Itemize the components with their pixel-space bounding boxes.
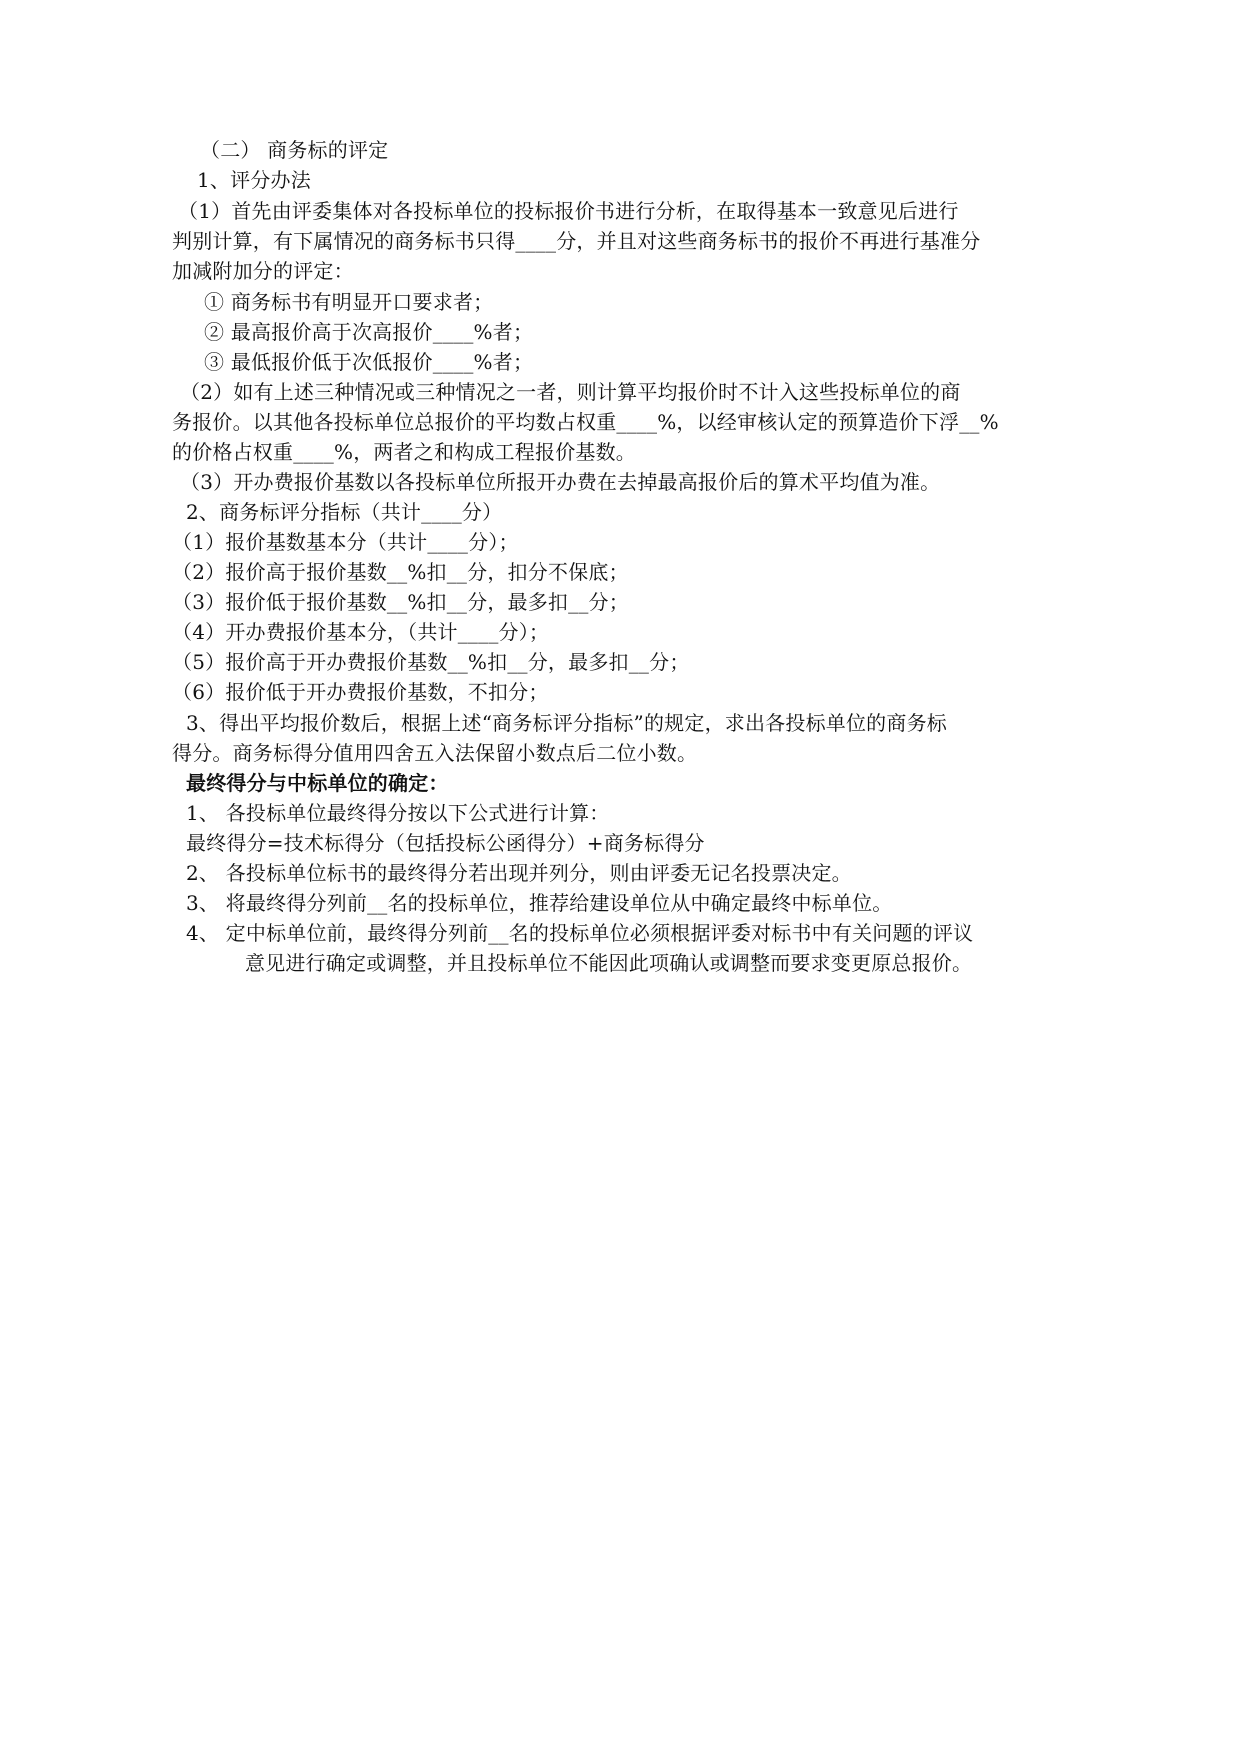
formula-line: 最终得分=技术标得分（包括投标公函得分）+商务标得分 [186,831,705,855]
list-item: （5）报价高于开办费报价基数__%扣__分，最多扣__分； [172,650,690,674]
subsection-title: 1、评分办法 [197,168,311,192]
list-item: ② 最高报价高于次高报价____%者； [204,320,534,344]
paragraph-line: 加减附加分的评定： [172,259,354,283]
list-item: （2）报价高于报价基数__%扣__分，扣分不保底； [172,560,629,584]
list-item: ① 商务标书有明显开口要求者； [204,290,494,314]
section-heading: （二） 商务标的评定 [200,138,389,162]
list-item: 4、 定中标单位前，最终得分列前__名的投标单位必须根据评委对标书中有关问题的评议 [186,921,974,945]
paragraph-line: （2）如有上述三种情况或三种情况之一者，则计算平均报价时不计入这些投标单位的商 [180,380,961,404]
list-item: （3）报价低于报价基数__%扣__分，最多扣__分； [172,590,629,614]
paragraph-line: 判别计算，有下属情况的商务标书只得____分，并且对这些商务标书的报价不再进行基准分 [172,229,981,253]
list-item: （1）报价基数基本分（共计____分）； [172,530,519,554]
paragraph-line: 3、得出平均报价数后，根据上述“商务标评分指标”的规定，求出各投标单位的商务标 [186,711,947,735]
paragraph-line: （3）开办费报价基数以各投标单位所报开办费在去掉最高报价后的算术平均值为准。 [180,470,941,494]
list-item: 2、 各投标单位标书的最终得分若出现并列分，则由评委无记名投票决定。 [186,861,852,885]
paragraph-line: 务报价。以其他各投标单位总报价的平均数占权重____%，以经审核认定的预算造价下浮__% [172,410,999,434]
paragraph-line: 的价格占权重____%，两者之和构成工程报价基数。 [172,440,637,464]
subsection-title: 2、商务标评分指标（共计____分） [186,500,503,524]
list-item-continuation: 意见进行确定或调整，并且投标单位不能因此项确认或调整而要求变更原总报价。 [245,951,973,975]
list-item: ③ 最低报价低于次低报价____%者； [204,350,534,374]
paragraph-line: 得分。商务标得分值用四舍五入法保留小数点后二位小数。 [172,741,698,765]
list-item: （6）报价低于开办费报价基数，不扣分； [172,680,549,704]
bold-heading: 最终得分与中标单位的确定： [186,771,449,795]
list-item: （4）开办费报价基本分，（共计____分）； [172,620,550,644]
list-item: 3、 将最终得分列前__名的投标单位，推荐给建设单位从中确定最终中标单位。 [186,891,893,915]
paragraph-line: （1）首先由评委集体对各投标单位的投标报价书进行分析，在取得基本一致意见后进行 [178,199,959,223]
list-item: 1、 各投标单位最终得分按以下公式进行计算： [186,801,610,825]
